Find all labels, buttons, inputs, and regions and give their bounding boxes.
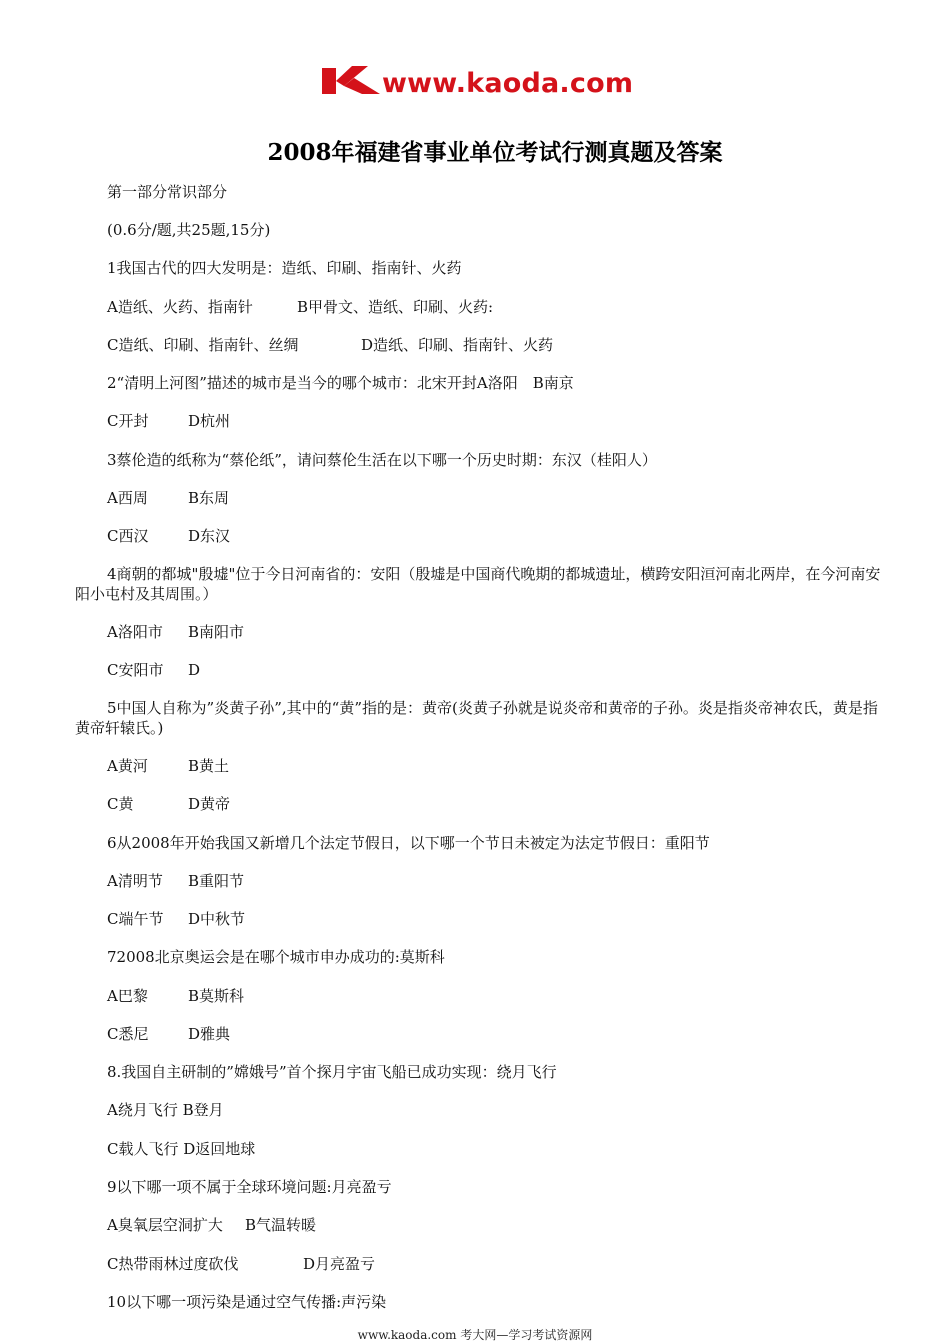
option: A黄河 bbox=[107, 757, 148, 775]
option: B重阳节 bbox=[188, 872, 245, 890]
page-footer: www.kaoda.com 考大网—学习考试资源网 bbox=[357, 1328, 593, 1342]
question-text: 10以下哪一项污染是通过空气传播:声污染 bbox=[107, 1293, 387, 1311]
option-row bbox=[107, 756, 229, 776]
option-row: C载人飞行 D返回地球 bbox=[107, 1140, 256, 1158]
section-heading: 第一部分常识部分 bbox=[107, 183, 228, 201]
option-row bbox=[107, 622, 244, 642]
option-row bbox=[107, 335, 553, 355]
option: D月亮盈亏 bbox=[303, 1255, 376, 1273]
option-row bbox=[107, 794, 230, 814]
question-text: 2“清明上河图”描述的城市是当今的哪个城市：北宋开封A洛阳 B南京 bbox=[107, 374, 574, 392]
option-row bbox=[107, 1215, 316, 1235]
option-row bbox=[107, 297, 493, 317]
option: D杭州 bbox=[188, 412, 231, 430]
option: D雅典 bbox=[188, 1025, 231, 1043]
option-row bbox=[107, 909, 245, 929]
option: B东周 bbox=[188, 489, 230, 507]
option-row bbox=[107, 1024, 230, 1044]
option: D bbox=[188, 661, 201, 679]
option-row bbox=[107, 411, 230, 431]
option: D中秋节 bbox=[188, 910, 246, 928]
option: B南阳市 bbox=[188, 623, 245, 641]
document-title: 2008年福建省事业单位考试行测真题及答案 bbox=[267, 139, 723, 166]
option: A臭氧层空洞扩大 bbox=[107, 1216, 223, 1234]
option: B莫斯科 bbox=[188, 987, 245, 1005]
scoring-note: (0.6分/题,共25题,15分) bbox=[107, 221, 271, 239]
question-text: 4商朝的都城"殷墟"位于今日河南省的：安阳（殷墟是中国商代晚期的都城遗址，横跨安阳洹河南北两岸，在今河南安阳小屯村及其周围。） bbox=[75, 565, 881, 603]
option: A清明节 bbox=[107, 872, 163, 890]
option: B甲骨文、造纸、印刷、火药: bbox=[297, 298, 494, 316]
option: C端午节 bbox=[107, 910, 164, 928]
option: C悉尼 bbox=[107, 1025, 149, 1043]
option-row bbox=[107, 526, 230, 546]
option-row: A绕月飞行 B登月 bbox=[107, 1101, 224, 1119]
question-text: 1我国古代的四大发明是：造纸、印刷、指南针、火药 bbox=[107, 259, 462, 277]
option: C造纸、印刷、指南针、丝绸 bbox=[107, 336, 299, 354]
option: C安阳市 bbox=[107, 661, 164, 679]
option: D东汉 bbox=[188, 527, 231, 545]
option: D造纸、印刷、指南针、火药 bbox=[361, 336, 554, 354]
question-text: 72008北京奥运会是在哪个城市申办成功的:莫斯科 bbox=[107, 948, 445, 966]
option: A西周 bbox=[107, 489, 148, 507]
option-row bbox=[107, 660, 200, 680]
option: D黄帝 bbox=[188, 795, 231, 813]
option: C热带雨林过度砍伐 bbox=[107, 1255, 239, 1273]
option: A巴黎 bbox=[107, 987, 148, 1005]
question-text: 9以下哪一项不属于全球环境问题:月亮盈亏 bbox=[107, 1178, 392, 1196]
option: A洛阳市 bbox=[107, 623, 163, 641]
question-text: 5中国人自称为”炎黄子孙”,其中的“黄”指的是：黄帝(炎黄子孙就是说炎帝和黄帝的子孙。炎是指炎帝神农氏，黄是指黄帝轩辕氏。) bbox=[75, 699, 878, 737]
option: C黄 bbox=[107, 795, 134, 813]
question-text: 8.我国自主研制的”嫦娥号”首个探月宇宙飞船已成功实现：绕月飞行 bbox=[107, 1063, 557, 1081]
option-row bbox=[107, 1254, 375, 1274]
site-logo[interactable] bbox=[322, 64, 642, 102]
option: A造纸、火药、指南针 bbox=[107, 298, 253, 316]
option: B黄土 bbox=[188, 757, 230, 775]
kaoda-k-icon bbox=[322, 64, 386, 96]
option: C西汉 bbox=[107, 527, 149, 545]
logo-url-text: www.kaoda.com bbox=[382, 68, 634, 99]
option-row bbox=[107, 871, 244, 891]
option-row bbox=[107, 986, 244, 1006]
question-text: 6从2008年开始我国又新增几个法定节假日，以下哪一个节日未被定为法定节假日：重阳节 bbox=[107, 834, 710, 852]
question-text: 3蔡伦造的纸称为“蔡伦纸”，请问蔡伦生活在以下哪一个历史时期：东汉（桂阳人） bbox=[107, 451, 657, 469]
option: C开封 bbox=[107, 412, 149, 430]
option: B气温转暖 bbox=[245, 1216, 317, 1234]
option-row bbox=[107, 488, 229, 508]
